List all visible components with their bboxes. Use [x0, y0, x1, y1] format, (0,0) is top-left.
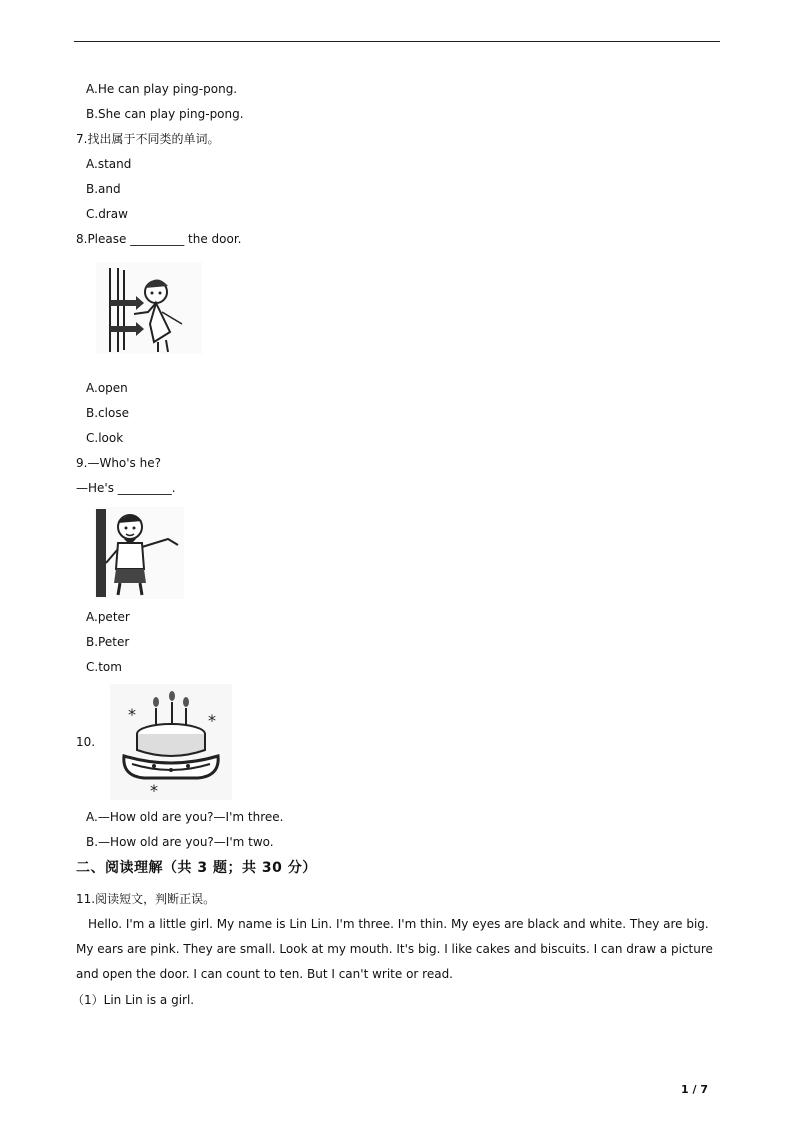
q7-option-a[interactable]: A.stand: [86, 157, 132, 171]
svg-text:*: *: [208, 711, 216, 730]
q6-option-b[interactable]: B.She can play ping-pong.: [86, 107, 244, 121]
q9-boy-illustration: [94, 507, 184, 599]
svg-text:*: *: [128, 705, 136, 724]
header-rule: [74, 41, 720, 42]
q10-option-a[interactable]: A.—How old are you?—I'm three.: [86, 810, 284, 824]
section-2-title: 二、阅读理解（共 3 题；共 30 分）: [76, 860, 317, 876]
q8-door-illustration: [96, 262, 202, 354]
q8-question: 8.Please _________ the door.: [76, 232, 242, 246]
q7-option-b[interactable]: B.and: [86, 182, 121, 196]
q9-question-line-2: —He's _________.: [76, 481, 176, 495]
q8-option-a[interactable]: A.open: [86, 381, 128, 395]
q9-option-a[interactable]: A.peter: [86, 610, 130, 624]
q7-question: 7.找出属于不同类的单词。: [76, 132, 220, 146]
q10-option-b[interactable]: B.—How old are you?—I'm two.: [86, 835, 274, 849]
q9-question-line-1: 9.—Who's he?: [76, 456, 161, 470]
q9-option-c[interactable]: C.tom: [86, 660, 122, 674]
q9-option-b[interactable]: B.Peter: [86, 635, 130, 649]
q8-option-b[interactable]: B.close: [86, 406, 129, 420]
svg-text:*: *: [150, 781, 158, 800]
q8-option-c[interactable]: C.look: [86, 431, 124, 445]
page-number: 1 / 7: [681, 1083, 708, 1096]
q11-sub-question-1: （1）Lin Lin is a girl.: [72, 993, 195, 1007]
q11-passage: Hello. I'm a little girl. My name is Lin Lin. I'm three. I'm thin. My eyes are black and white. They are big. My ears are pink. They are small. Look at my mouth. It's big. I like cakes and biscuits. I can draw a picture and open the door. I can count to ten. But I can't write or read.: [76, 917, 713, 981]
q11-question: 11.阅读短文，判断正误。: [76, 892, 216, 906]
q10-cake-illustration: [110, 684, 232, 800]
q6-option-a[interactable]: A.He can play ping-pong.: [86, 82, 238, 96]
q7-option-c[interactable]: C.draw: [86, 207, 128, 221]
q10-number: 10.: [76, 735, 96, 749]
